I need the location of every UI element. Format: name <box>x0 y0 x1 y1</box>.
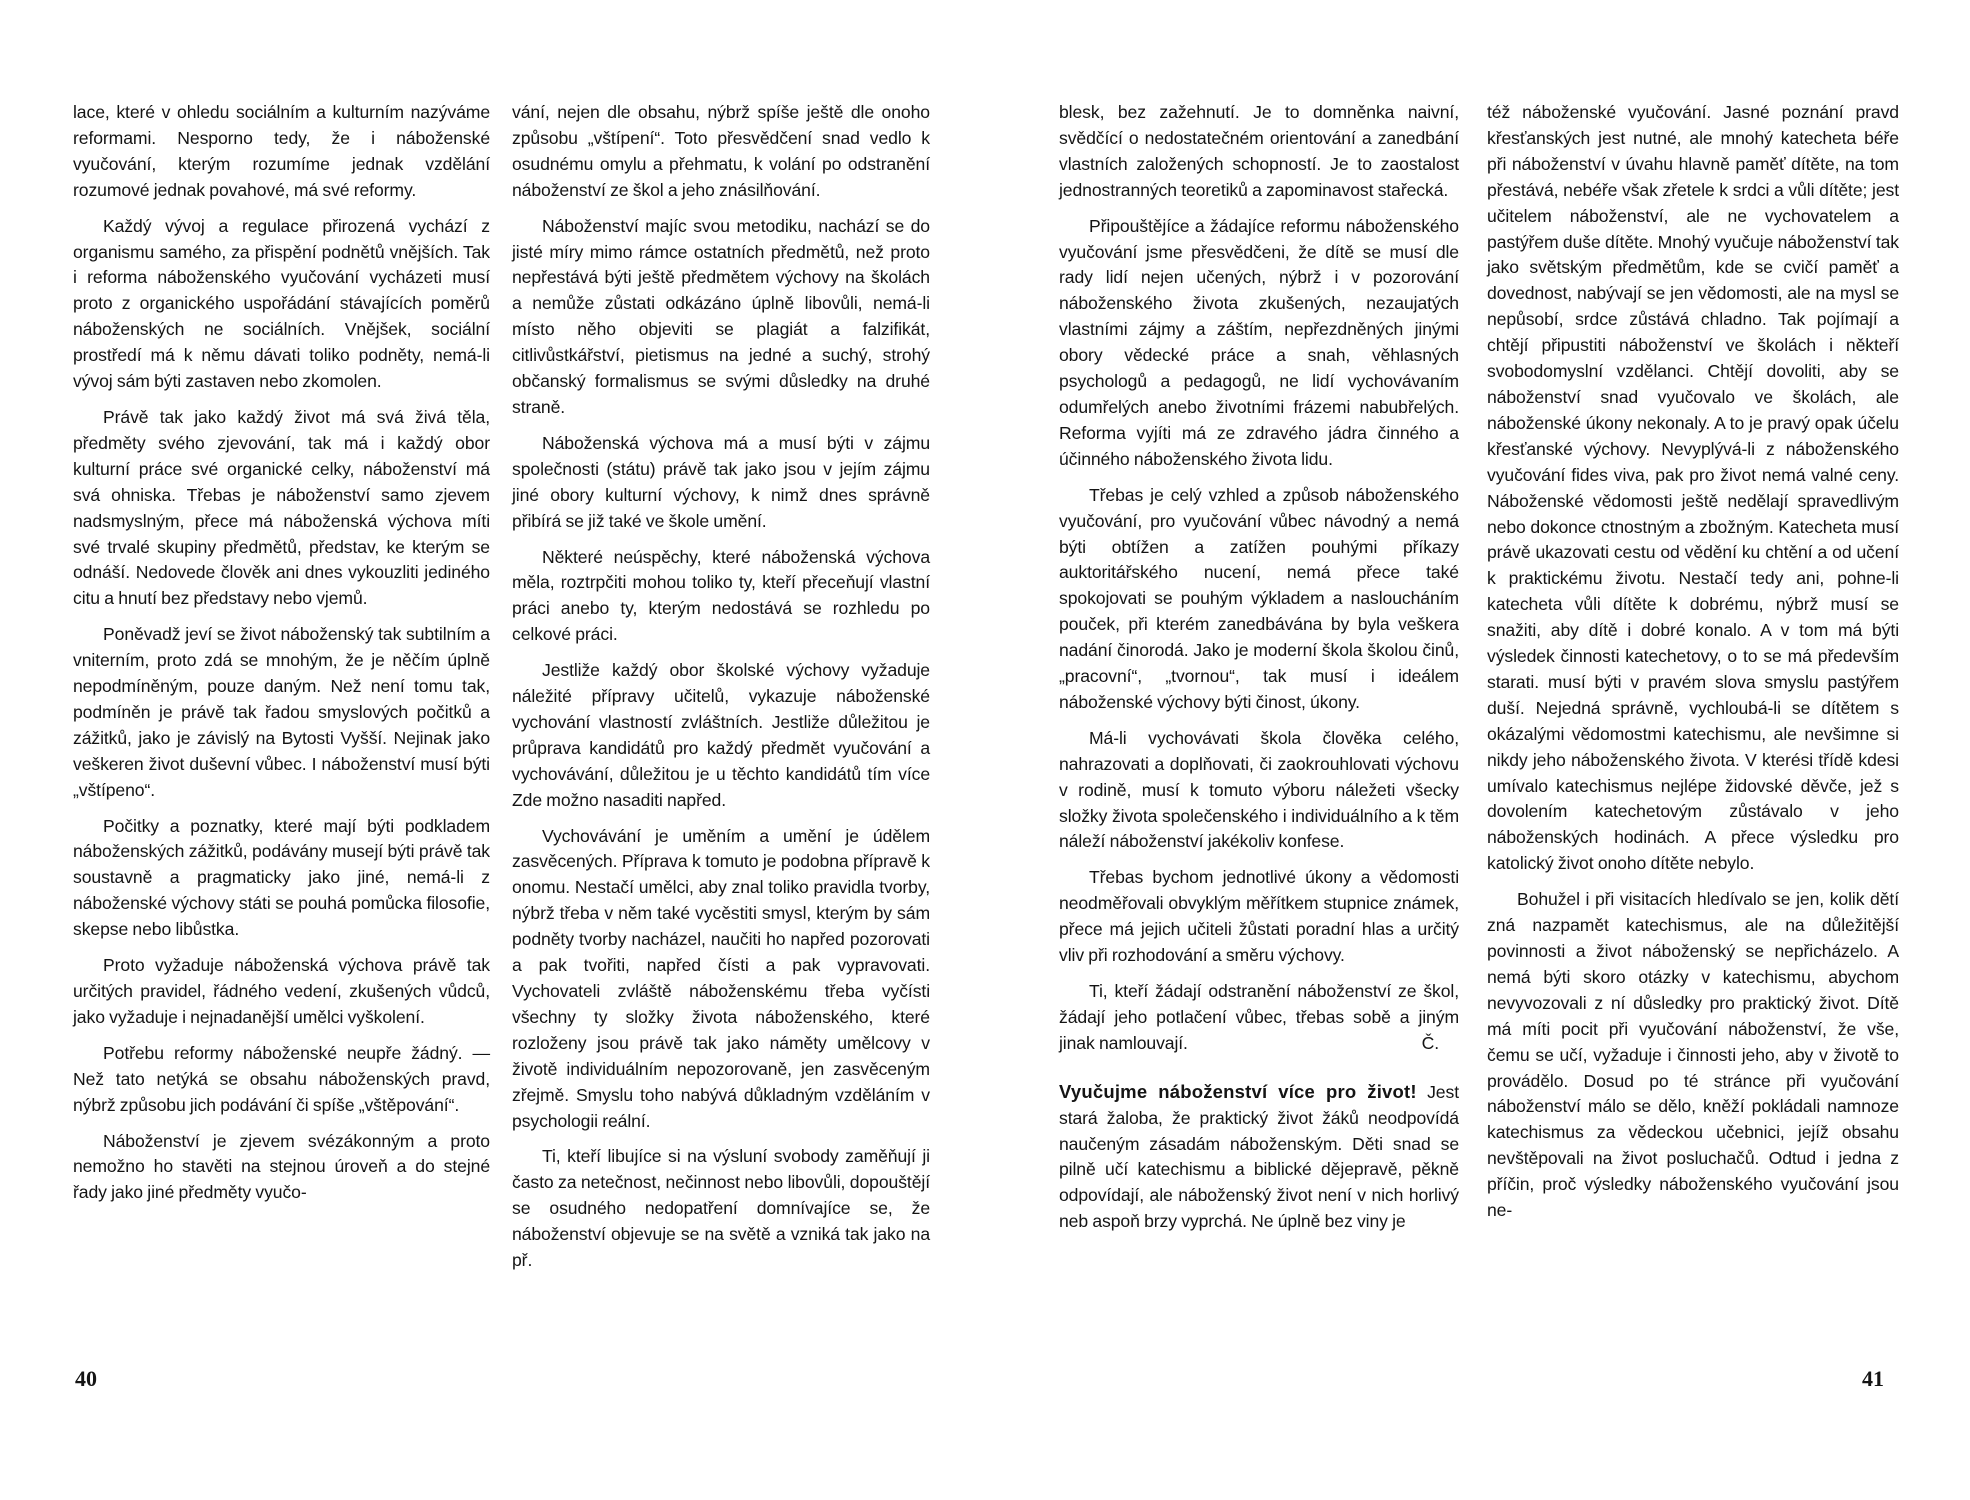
right-page-column-2 <box>1487 100 1899 1234</box>
paragraph: blesk, bez zažehnutí. Je to domněnka naivní, svědčící o nedostatečném orientování a zanedbání vlastních založených schopností. Je to zaostalost jednostranných teoretiků a zapominavost stařecká. <box>1059 102 1459 200</box>
paragraph: Počitky a poznatky, které mají býti podkladem náboženských zážitků, podávány musejí býti právě tak soustavně a pragmaticky jako jiné, nemá-li z náboženské výchovy státi se pouhá pomůcka filosofie, skepse nebo libůstka. <box>73 815 490 940</box>
paragraph: Potřebu reformy náboženské neupře žádný. — Než tato netýká se obsahu náboženských pravd, nýbrž způsobu jich podávání či spíše „vštěpování“. <box>73 1042 490 1115</box>
paragraph: Bohužel i při visitacích hledívalo se jen, kolik dětí zná nazpamět katechismus, ale na důležitější povinnosti a život náboženský se nepřicházelo. A nemá býti skoro otázky v katechismu, abychom nevyvozovali z ní důsledky pro praktický život. Dítě má míti pocit při vyučování náboženství, že vše, čemu se učí, vyžaduje i činnosti jeho, aby v životě to provádělo. Dosud po té stránce při vyučování náboženství málo se dělo, kněží pokládali namnoze katechismus za vědeckou učebnici, jejíž obsahu nevštěpovali na život posluchačů. Odtud i jedna z příčin, proč výsledky náboženského vyučování jsou ne- <box>1487 889 1899 1221</box>
author-signature: Č. <box>1421 1032 1439 1053</box>
right-page <box>985 0 1970 1500</box>
page-number: 41 <box>1862 1366 1884 1391</box>
right-page-column-1 <box>1059 100 1459 1245</box>
paragraph: Třebas je celý vzhled a způsob náboženského vyučování, pro vyučování vůbec návodný a nemá býti obtížen a zatížen pouhými příkazy auktoritářského nucení, nemá přece také spokojovati se pouhým výkladem a nasloucháním pouček, při kterém zanedbávána by byla veškera nadání činorodá. Jako je moderní škola školou činů, „pracovní“, „tvornou“, tak musí i ideálem náboženské výchovy býti činost, úkony. <box>1059 484 1459 712</box>
paragraph: Třebas bychom jednotlivé úkony a vědomosti neodměřovali obvyklým měřítkem stupnice známek, přece má jejich učiteli žůstati poradní hlas a určitý vliv při rozhodování a směru výchovy. <box>1059 867 1459 966</box>
paragraph: Poněvadž jeví se život náboženský tak subtilním a vniterním, proto zdá se mnohým, že je něčím úplně nepodmíněným, pouze daným. Než není tomu tak, podmíněn je právě tak řadou smyslových počitků a zážitků, jako je závislý na Bytosti Vyšší. Nejinak jako veškeren život duševní vůbec. I náboženství musí býti „vštípeno“. <box>73 624 490 800</box>
article-heading: Vyučujme náboženství více pro život! <box>1059 1080 1417 1102</box>
paragraph <box>1059 979 1459 1057</box>
paragraph: vání, nejen dle obsahu, nýbrž spíše ještě dle onoho způsobu „vštípení“. Toto přesvědčení snad vedlo k osudnému omylu a přehmatu, k volání po odstranění náboženství ze škol a jeho znásilňování. <box>512 102 930 200</box>
paragraph: Právě tak jako každý život má svá živá těla, předměty svého zjevování, tak má i každý obor kulturní práce své organické celky, náboženství má svá ohniska. Třebas je náboženství samo zjevem nadsmyslným, přece má náboženská výchova míti své trvalé skupiny předmětů, představ, ke kterým se odnáší. Nedovede člověk ani dnes vykouzliti jediného citu a hnutí bez představy nebo vjemů. <box>73 406 490 609</box>
paragraph: Náboženská výchova má a musí býti v zájmu společnosti (státu) právě tak jako jsou v jejím zájmu jiné obory kulturní výchovy, k nimž dnes správně přibírá se již také ve škole umění. <box>512 432 930 531</box>
paragraph: Každý vývoj a regulace přirozená vychází z organismu samého, za přispění podnětů vnějších. Tak i reforma náboženského vyučování vycházeti musí proto z organického uspořádání stávajících poměrů náboženských ne sociálních. Vnějšek, sociální prostředí má k němu dávati toliko podněty, nemá-li vývoj sám býti zastaven nebo zkomolen. <box>73 215 490 392</box>
paragraph: Připouštějíce a žádajíce reformu náboženského vyučování jsme přesvědčeni, že dítě se musí dle rady lidí nejen učených, nýbrž i v pozorování náboženského života zkušených, nezaujatých vlastními zájmy a záštím, nepřezdněných jinými obory vědecké práce a snah, věhlasných psychologů a pedagogů, ne lidí vychovávaním odumřelých anebo životními frázemi nabubřelých. Reforma vyjíti má ze zdravého jádra činného a účinného náboženského života lidu. <box>1059 215 1459 469</box>
paragraph: Náboženství majíc svou metodiku, nachází se do jisté míry mimo rámce ostatních předmětů, než proto nepřestává býti ještě předmětem výchovy na školách a nemůže zůstati odkázáno úplně libovůli, nemá-li místo něho objeviti se plagiát a falzifikát, citlivůstkářství, pietismus na jedné a suchý, strohý občanský formalismus se svými důsledky na druhé straně. <box>512 215 930 417</box>
paragraph: Má-li vychovávati škola člověka celého, nahrazovati a doplňovati, či zaokrouhlovati výchovu v rodině, musí k tomuto výboru náležeti všecky složky života společenského i individuálního a k těm náleží náboženství jakékoliv konfese. <box>1059 727 1459 852</box>
paragraph: Jestliže každý obor školské výchovy vyžaduje náležité přípravy učitelů, vykazuje náboženské vychování vlastností zvláštních. Jestliže důležitou je průprava kandidátů pro každý předmět vyučování a vychovávání, důležitou je u těchto kandidátů tím více Zde možno nasaditi napřed. <box>512 660 930 810</box>
paragraph-text: Ti, kteří žádají odstranění náboženství ze škol, žádají jeho potlačení vůbec, třebas sobě a jiným jinak namlouvají. <box>1059 981 1459 1053</box>
paragraph: Některé neúspěchy, které náboženská výchova měla, roztrpčiti mohou toliko ty, kteří přeceňují vlastní práci anebo ty, kterým nedostává se rozhledu po celkové práci. <box>512 546 930 645</box>
left-page-column-1 <box>73 100 490 1216</box>
paragraph: též náboženské vyučování. Jasné poznání pravd křesťanských jest nutné, ale mnohý katecheta béře při náboženství v úvahu hlavně paměť dítěte, na tom přestává, nebéře však zřetele k srdci a vůli dítěte; jest učitelem náboženství, ale ne vychovatelem a pastýřem duše dítěte. Mnohý vyučuje náboženství tak jako světským předmětům, kde se cvičí paměť a dovednost, nabývají se jen vědomosti, ale na mysl se nepůsobí, srdce zůstává chladno. Tak pojímají a chtějí připustiti náboženství ve školách i někteří svobodomyslní vzdělanci. Chtějí dovoliti, aby se náboženství snad vyučovalo ve školách, ale náboženské úkony nekonaly. A to je pravý opak účelu křesťanské výchovy. Nevyplývá-li z náboženského vyučování fides viva, pak pro život nemá valné ceny. Náboženské vědomosti ještě nedělají spravedlivým nebo dokonce ctnostným a zbožným. Katecheta musí právě ukazovati cestu od vědění ku chtění a od učení k praktickému životu. Nestačí tedy ani, pohne-li katecheta vůli dítěte k dobrému, nýbrž musí se snažiti, aby dítě i dobré konalo. A v tom má býti výsledek činnosti katechetovy, o to se má především starati. musí býti v pravém slova smyslu pastýřem duší. Nejedná správně, vychloubá-li se dítětem s okázalými vědomostmi katechismu, ale nevšimne si nikdy jeho náboženského života. V kterési třídě kdesi umívalo katechismus nejlépe židovské děvče, jež s dovolením katechetovým zůstávalo v jeho náboženských hodinách. A přece výsledku pro katolický život onoho dítěte nebylo. <box>1487 102 1899 874</box>
paragraph: Proto vyžaduje náboženská výchova právě tak určitých pravidel, řádného vedení, zkušených vůdců, jako vyžaduje i nejnadanější umělci vyškolení. <box>73 955 490 1027</box>
paragraph: Náboženství je zjevem svézákonným a proto nemožno ho stavěti na stejnou úroveň a do stejné řady jako jiné předměty vyučo- <box>73 1130 490 1203</box>
left-page-column-2 <box>512 100 930 1284</box>
paragraph: Vychovávání je uměním a umění je údělem zasvěcených. Příprava k tomuto je podobna přípravě k onomu. Nestačí umělci, aby znal toliko pravidla tvorby, nýbrž třeba v něm také vycěstiti smysl, kterým by sám podněty tvorby nacházel, naučiti ho napřed pozorovati a pak tvořiti, napřed čísti a pak vypravovati. Vychovateli zvláště náboženskému třeba vyčísti všechny ty složky života náboženského, které rozloženy jsou právě tak jako náměty umělcovy v životě individuálním nepozorovaně, jen zasvěceným zřejmě. Smyslu toho nabývá důkladným vzděláním v psychologii reální. <box>512 825 930 1131</box>
paragraph-text: Jest stará žaloba, že praktický život žáků neodpovídá naučeným zásadám náboženským. Děti snad se pilně učí katechismu a biblické dějepravě, pěkně odpovídají, ale náboženský život není v nich horlivý neb aspoň brzy vyprchá. Ne úplně bez viny je <box>1059 1081 1459 1232</box>
page-number: 40 <box>75 1366 97 1391</box>
paragraph: lace, které v ohledu sociálním a kulturním nazýváme reformami. Nesporno tedy, že i náboženské vyučování, kterým rozumíme jednak vzdělání rozumové jednak povahové, má své reformy. <box>73 102 490 200</box>
paragraph: Ti, kteří libujíce si na výsluní svobody zaměňují ji často za netečnost, nečinnost nebo libovůli, dopouštějí se osudného nedopatření domnívajíce se, že náboženství objevuje se na světě a vzniká tak jako na př. <box>512 1146 930 1271</box>
